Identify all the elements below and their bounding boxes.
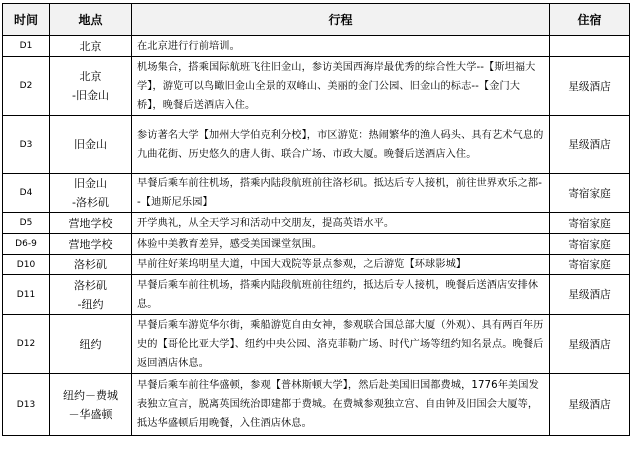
location-line: 营地学校 — [68, 216, 113, 230]
lodging-cell: 寄宿家庭 — [550, 255, 630, 275]
day-cell: D6-9 — [3, 234, 50, 255]
table-row — [3, 255, 630, 275]
location-cell — [50, 57, 132, 116]
table-body — [3, 36, 630, 436]
table-row — [3, 234, 630, 255]
location-cell — [50, 315, 132, 374]
table-row — [3, 213, 630, 234]
lodging-cell: 寄宿家庭 — [550, 213, 630, 234]
itinerary-cell: 早前往好莱坞明星大道，中国大戏院等景点参观，之后游览【环球影城】 — [132, 255, 550, 275]
day-cell: D12 — [3, 315, 50, 374]
location-line: －华盛顿 — [68, 407, 113, 421]
header-day: 时间 — [3, 4, 50, 36]
lodging-cell: 星级酒店 — [550, 374, 630, 436]
location-cell — [50, 275, 132, 315]
location-cell — [50, 374, 132, 436]
table-row — [3, 374, 630, 436]
location-line: 北京 — [79, 39, 102, 53]
location-cell — [50, 234, 132, 255]
location-cell — [50, 36, 132, 57]
lodging-cell: 寄宿家庭 — [550, 234, 630, 255]
location-cell — [50, 255, 132, 275]
lodging-cell: 寄宿家庭 — [550, 174, 630, 213]
lodging-cell — [550, 36, 630, 57]
table-row — [3, 36, 630, 57]
itinerary-cell: 在北京进行行前培训。 — [132, 36, 550, 57]
itinerary-cell: 机场集合，搭乘国际航班飞往旧金山，参访美国西海岸最优秀的综合性大学--【斯坦福大学】，游览可以鸟瞰旧金山全景的双峰山、美丽的金门公园、旧金山的标志--【金门大桥】，晚餐后送酒店入住。 — [132, 57, 550, 116]
table-row — [3, 315, 630, 374]
location-line: -旧金山 — [72, 89, 109, 102]
location-cell — [50, 213, 132, 234]
itinerary-cell: 早餐后乘车前往机场，搭乘内陆段航班前往纽约，抵达后专人接机，晚餐后送酒店安排休息。 — [132, 275, 550, 315]
itinerary-cell: 早餐后乘车前往华盛顿，参观【普林斯顿大学】，然后赴美国旧国都费城，1776年美国发表独立宣言，脱离英国统治即建都于费城。在费城参观独立宫、自由钟及旧国会大厦等，抵达华盛顿后用晚餐，入住酒店休息。 — [132, 374, 550, 436]
day-cell: D10 — [3, 255, 50, 275]
header-location: 地点 — [50, 4, 132, 36]
location-cell — [50, 116, 132, 174]
day-cell: D13 — [3, 374, 50, 436]
location-line: -纽约 — [77, 297, 104, 311]
location-line: 纽约 — [79, 337, 102, 351]
day-cell: D1 — [3, 36, 50, 57]
location-line: 洛杉矶 — [74, 278, 107, 292]
itinerary-cell: 早餐后乘车游览华尔街，乘船游览自由女神，参观联合国总部大厦（外观）、具有两百年历史的【哥伦比亚大学】、纽约中央公园、洛克菲勒广场、时代广场等纽约知名景点。晚餐后返回酒店休息。 — [132, 315, 550, 374]
day-cell: D3 — [3, 116, 50, 174]
header-lodging: 住宿 — [550, 4, 630, 36]
location-line: 纽约－费城 — [63, 388, 118, 402]
header-row — [3, 4, 630, 36]
day-cell: D5 — [3, 213, 50, 234]
lodging-cell: 星级酒店 — [550, 275, 630, 315]
header-itinerary: 行程 — [132, 4, 550, 36]
location-cell — [50, 174, 132, 213]
lodging-cell: 星级酒店 — [550, 116, 630, 174]
table-row — [3, 116, 630, 174]
itinerary-cell: 体验中美教育差异，感受美国课堂氛围。 — [132, 234, 550, 255]
location-line: 北京 — [79, 70, 102, 83]
itinerary-cell: 参访著名大学【加州大学伯克利分校】，市区游览：热闹繁华的渔人码头、具有艺术气息的九曲花街、历史悠久的唐人街、联合广场、市政大厦。晚餐后送酒店入住。 — [132, 116, 550, 174]
day-cell: D4 — [3, 174, 50, 213]
table-row — [3, 174, 630, 213]
itinerary-cell: 早餐后乘车前往机场，搭乘内陆段航班前往洛杉矶。抵达后专人接机，前往世界欢乐之都--【迪斯尼乐园】 — [132, 174, 550, 213]
lodging-cell: 星级酒店 — [550, 57, 630, 116]
location-line: -洛杉矶 — [72, 196, 109, 209]
location-line: 洛杉矶 — [74, 258, 107, 271]
location-line: 旧金山 — [74, 177, 107, 190]
day-cell: D11 — [3, 275, 50, 315]
itinerary-cell: 开学典礼，从全天学习和活动中交朋友，提高英语水平。 — [132, 213, 550, 234]
lodging-cell: 星级酒店 — [550, 315, 630, 374]
location-line: 旧金山 — [74, 138, 107, 151]
table-row — [3, 275, 630, 315]
location-line: 营地学校 — [68, 237, 113, 251]
itinerary-table — [2, 3, 630, 436]
table-row — [3, 57, 630, 116]
day-cell: D2 — [3, 57, 50, 116]
